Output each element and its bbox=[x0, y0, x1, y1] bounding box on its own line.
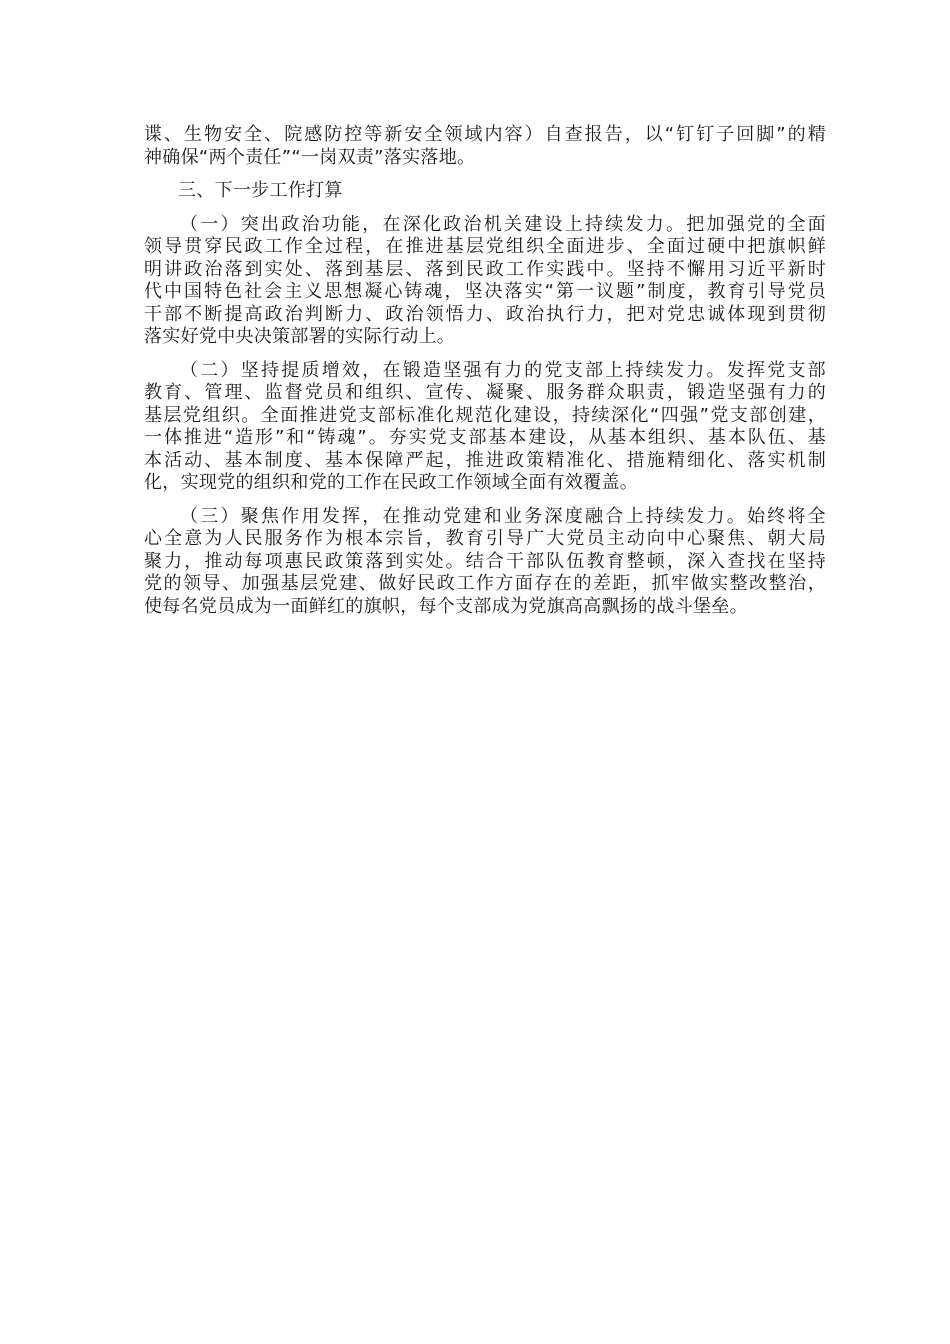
continuation-paragraph bbox=[144, 124, 826, 169]
text-line: 领导贯穿民政工作全过程，在推进基层党组织全面进步、全面过硬中把旗帜鲜 bbox=[144, 236, 826, 257]
text-line: 本活动、基本制度、基本保障严起，推进政策精准化、措施精细化、落实机制 bbox=[144, 449, 826, 471]
document-body bbox=[144, 124, 826, 629]
text-line: 使每名党员成为一面鲜红的旗帜，每个支部成为党旗高高飘扬的战斗堡垒。 bbox=[144, 595, 748, 617]
text-line: 落实好党中央决策部署的实际行动上。 bbox=[144, 326, 456, 347]
text-line: 教育、管理、监督党员和组织、宣传、凝聚、服务群众职责，锻造坚强有力的 bbox=[144, 382, 826, 403]
text-line: 神确保“两个责任”“一岗双责”落实落地。 bbox=[144, 146, 476, 168]
paragraph-1 bbox=[144, 214, 826, 349]
paragraph-3 bbox=[144, 506, 826, 619]
text-line: 心全意为人民服务作为根本宗旨，教育引导广大党员主动向中心聚焦、朝大局 bbox=[144, 528, 826, 549]
text-line: 明讲政治落到实处、落到基层、落到民政工作实践中。坚持不懈用习近平新时 bbox=[144, 258, 826, 280]
text-line: 干部不断提高政治判断力、政治领悟力、政治执行力，把对党忠诚体现到贯彻 bbox=[144, 303, 826, 325]
text-line: 一体推进“造形”和“铸魂”。夯实党支部基本建设，从基本组织、基本队伍、基 bbox=[144, 427, 826, 448]
section-heading: 三、下一步工作打算 bbox=[178, 180, 343, 201]
text-line: （三）聚焦作用发挥，在推动党建和业务深度融合上持续发力。始终将全 bbox=[180, 505, 826, 527]
text-line: 化，实现党的组织和党的工作在民政工作领域全面有效覆盖。 bbox=[144, 472, 639, 493]
text-line: 代中国特色社会主义思想凝心铸魂，坚决落实“第一议题”制度，教育引导党员 bbox=[144, 281, 826, 302]
text-line: 谍、生物安全、院感防控等新安全领域内容）自查报告，以“钉钉子回脚”的精 bbox=[144, 124, 826, 145]
paragraph-2 bbox=[144, 360, 826, 495]
text-line: 党的领导、加强基层党建、做好民政工作方面存在的差距，抓牢做实整改整治， bbox=[144, 573, 826, 594]
text-line: （二）坚持提质增效，在锻造坚强有力的党支部上持续发力。发挥党支部 bbox=[180, 359, 826, 381]
text-line: 聚力，推动每项惠民政策落到实处。结合干部队伍教育整顿，深入查找在坚持 bbox=[144, 550, 826, 572]
text-line: 基层党组织。全面推进党支部标准化规范化建设，持续深化“四强”党支部创建， bbox=[144, 404, 826, 426]
text-line: （一）突出政治功能，在深化政治机关建设上持续发力。把加强党的全面 bbox=[180, 213, 826, 235]
